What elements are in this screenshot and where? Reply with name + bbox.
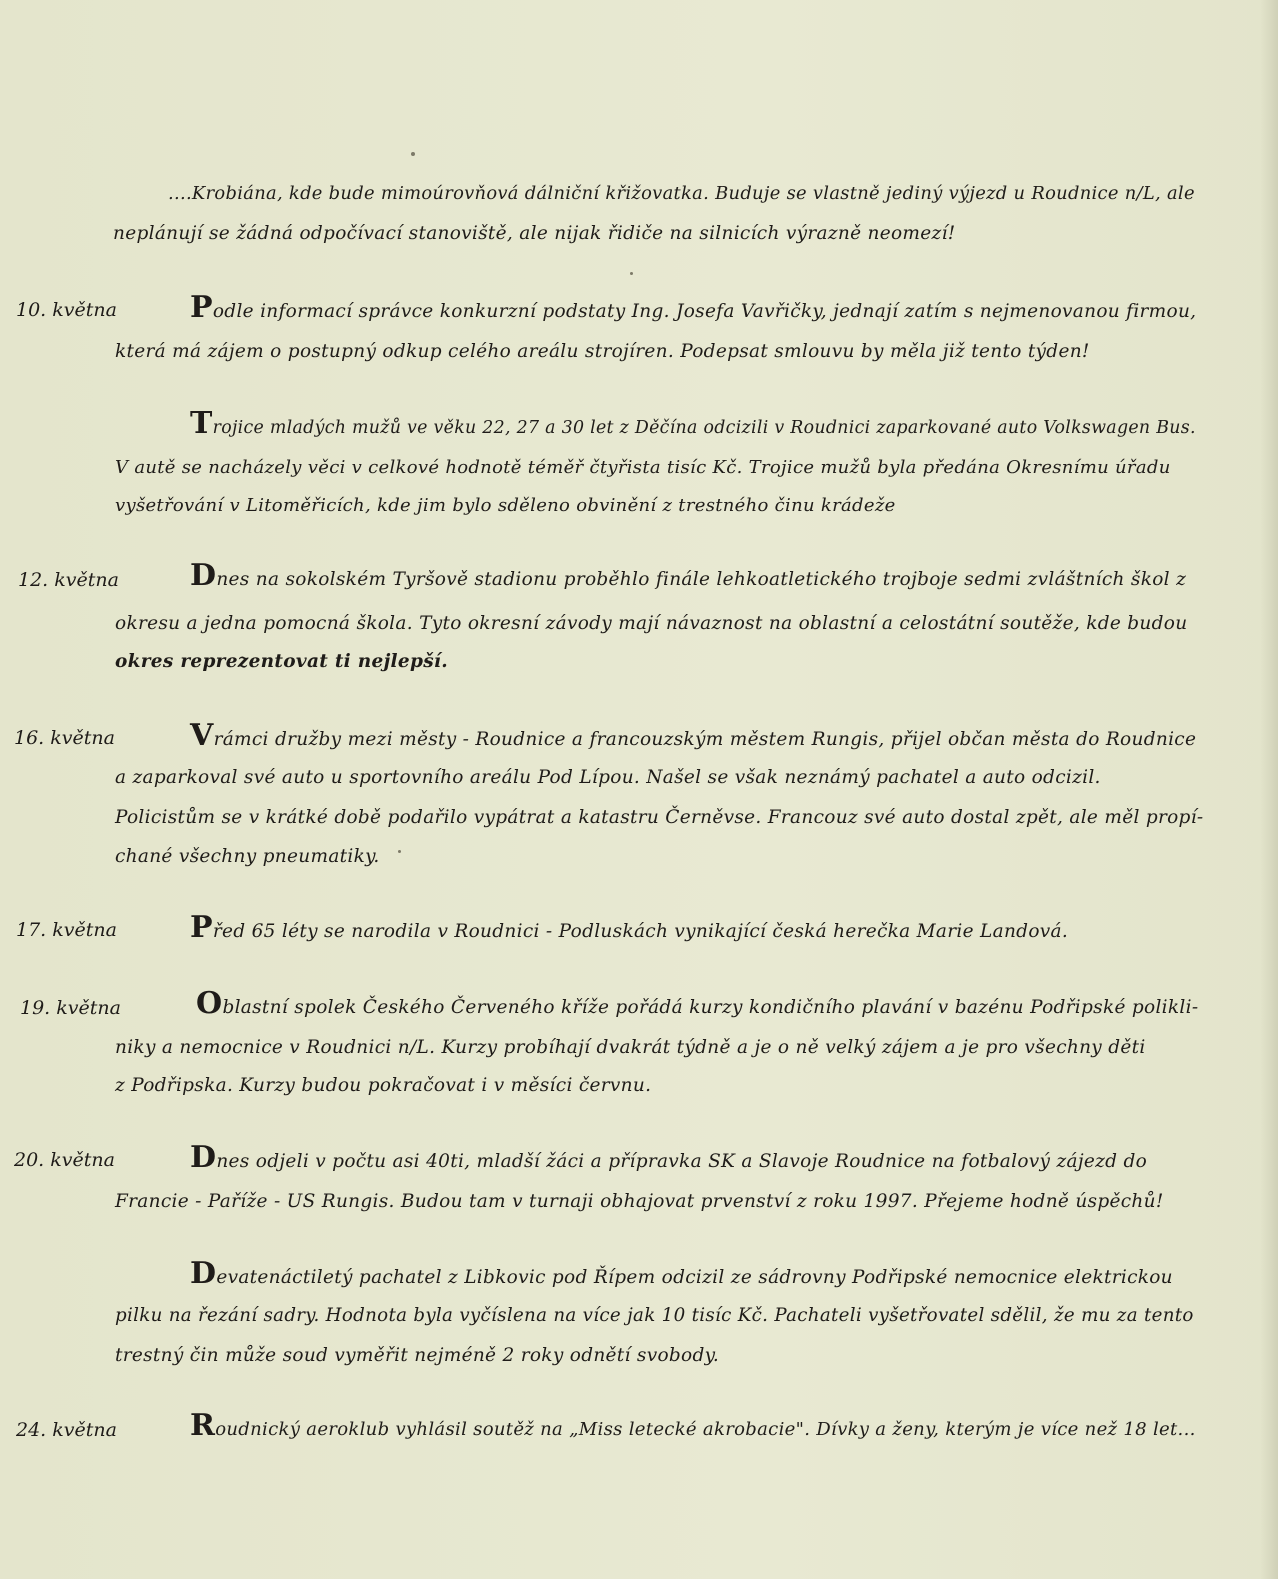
entry-line xyxy=(190,910,1069,945)
entry-line: a zaparkoval své auto u sportovního areálu Pod Lípou. Našel se však neznámý pachatel a auto odcizil. xyxy=(115,767,1101,788)
entry-line-text: oudnický aeroklub vyhlásil soutěž na „Miss letecké akrobacie". Dívky a ženy, kterým je více než 18 let... xyxy=(215,1419,1196,1440)
entry-line xyxy=(190,406,1196,441)
entry-line-text: odle informací správce konkurzní podstaty Ing. Josefa Vavřičky, jednají zatím s nejmenovanou firmou, xyxy=(212,301,1197,322)
entry-line xyxy=(190,1256,1173,1291)
entry-date: 17. května xyxy=(16,919,117,941)
entry-date: 24. května xyxy=(16,1419,117,1441)
entry-initial: D xyxy=(190,1256,217,1291)
entry-line xyxy=(190,1140,1148,1175)
entry-line-text: blastní spolek Českého Červeného kříže pořádá kurzy kondičního plavání v bazénu Podřipské polikli- xyxy=(222,997,1199,1018)
entry-initial: R xyxy=(190,1408,216,1443)
entry-date: 19. května xyxy=(20,997,121,1019)
page-edge-shadow xyxy=(1260,0,1278,1579)
ink-speck xyxy=(411,152,415,156)
entry-line: V autě se nacházely věci v celkové hodnotě téměř čtyřista tisíc Kč. Trojice mužů byla předána Okresnímu úřadu xyxy=(115,457,1171,478)
entry-line: Policistům se v krátké době podařilo vypátrat a katastru Černěvse. Francouz své auto dostal zpět, ale měl propí- xyxy=(115,807,1204,828)
entry-line: z Podřipska. Kurzy budou pokračovat i v měsíci červnu. xyxy=(115,1075,652,1096)
ink-speck xyxy=(398,850,401,853)
entry-initial: D xyxy=(190,1140,217,1175)
entry-line: niky a nemocnice v Roudnici n/L. Kurzy probíhají dvakrát týdně a je o ně velký zájem a je pro všechny děti xyxy=(115,1037,1146,1058)
entry-line: vyšetřování v Litoměřicích, kde jim bylo sděleno obvinění z trestného činu krádeže xyxy=(115,495,896,516)
ink-speck xyxy=(630,272,633,275)
entry-initial: D xyxy=(190,558,217,593)
entry-line-text: rojice mladých mužů ve věku 22, 27 a 30 let z Děčína odcizili v Roudnici zaparkované auto Volkswagen Bus. xyxy=(212,418,1196,438)
entry-line xyxy=(190,558,1187,593)
entry-line: Francie - Paříže - US Rungis. Budou tam v turnaji obhajovat prvenství z roku 1997. Přejeme hodně úspěchů! xyxy=(115,1191,1164,1212)
entry-line-text: řed 65 léty se narodila v Roudnici - Podluskách vynikající česká herečka Marie Landová. xyxy=(212,921,1069,942)
entry-line xyxy=(190,718,1197,753)
entry-date: 20. května xyxy=(14,1149,115,1171)
entry-line: chané všechny pneumatiky. xyxy=(115,846,380,867)
entry-line: okresu a jedna pomocná škola. Tyto okresní závody mají návaznost na oblastní a celostátní soutěže, kde budou xyxy=(115,613,1188,634)
entry-initial: T xyxy=(190,406,213,441)
entry-line: pilku na řezání sadry. Hodnota byla vyčíslena na více jak 10 tisíc Kč. Pachateli vyšetřovatel sdělil, že mu za tento xyxy=(115,1305,1194,1326)
entry-date: 16. května xyxy=(14,727,115,749)
entry-line-text: evatenáctiletý pachatel z Libkovic pod Řípem odcizil ze sádrovny Podřipské nemocnice elektrickou xyxy=(216,1267,1173,1288)
entry-line xyxy=(196,986,1199,1021)
entry-line: trestný čin může soud vyměřit nejméně 2 roky odnětí svobody. xyxy=(115,1345,720,1366)
entry-line xyxy=(190,1408,1196,1443)
entry-line xyxy=(190,290,1197,325)
entry-initial: P xyxy=(190,290,213,325)
entry-date: 12. května xyxy=(18,569,119,591)
entry-line: která má zájem o postupný odkup celého areálu strojíren. Podepsat smlouvu by měla již tento týden! xyxy=(115,341,1090,362)
entry-initial: O xyxy=(196,986,223,1021)
entry-line-text: rámci družby mezi městy - Roudnice a francouzským městem Rungis, přijel občan města do Roudnice xyxy=(213,729,1197,750)
entry-line-text: nes odjeli v počtu asi 40ti, mladší žáci a přípravka SK a Slavoje Roudnice na fotbalový zájezd do xyxy=(216,1151,1148,1172)
entry-line: okres reprezentovat ti nejlepší. xyxy=(115,651,448,672)
entry-date: 10. května xyxy=(16,299,117,321)
entry-line-text: nes na sokolském Tyršově stadionu proběhlo finále lehkoatletického trojboje sedmi zvláštních škol z xyxy=(216,569,1187,590)
entry-initial: V xyxy=(190,718,214,753)
entry-line: ....Krobiána, kde bude mimoúrovňová dálniční křižovatka. Buduje se vlastně jediný výjezd u Roudnice n/L, ale xyxy=(168,183,1195,204)
entry-line: neplánují se žádná odpočívací stanoviště, ale nijak řidiče na silnicích výrazně neomezí! xyxy=(113,223,956,244)
entry-initial: P xyxy=(190,910,213,945)
